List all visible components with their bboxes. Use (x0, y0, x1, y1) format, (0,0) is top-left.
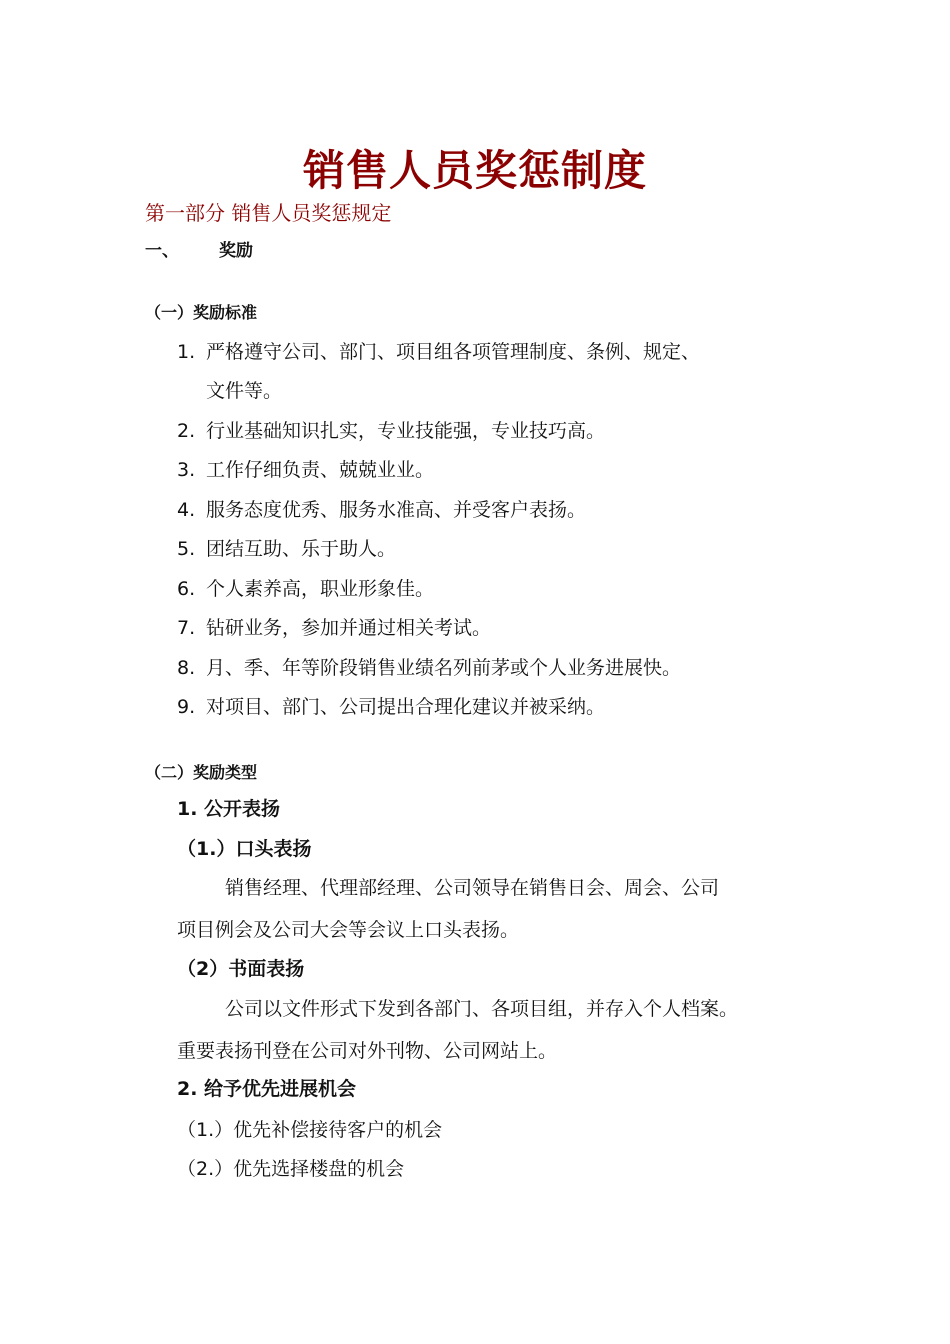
list-item: （1.）优先补偿接待客户的机会 (177, 1119, 443, 1141)
item-text: 对项目、部门、公司提出合理化建议并被采纳。 (206, 696, 606, 718)
item-number: 1. (177, 341, 196, 363)
list-item-continuation: 文件等。 (206, 380, 283, 402)
item-text: 服务态度优秀、服务水准高、并受客户表扬。 (206, 499, 587, 521)
list-item (177, 461, 434, 480)
list-item (177, 619, 491, 638)
item-number: 5. (177, 538, 196, 560)
oral-praise-heading: （1.）口头表扬 (177, 838, 312, 860)
item-text: 行业基础知识扎实，专业技能强，专业技巧高。 (206, 420, 606, 442)
item-text: 工作仔细负责、兢兢业业。 (206, 459, 435, 481)
list-item (177, 501, 586, 520)
list-item (177, 540, 396, 559)
item-number: 8. (177, 657, 196, 679)
document-title: 销售人员奖惩制度 (302, 146, 647, 195)
written-praise-paragraph-line2: 重要表扬刊登在公司对外刊物、公司网站上。 (177, 1040, 558, 1062)
item-number: 2. (177, 420, 196, 442)
oral-praise-paragraph-line2: 项目例会及公司大会等会议上口头表扬。 (177, 919, 520, 941)
list-item (177, 698, 605, 717)
list-item (177, 343, 700, 362)
list-item (177, 422, 605, 441)
subsection-heading-types: （二）奖励类型 (145, 763, 258, 782)
list-item (177, 580, 434, 599)
item-text: 个人素养高，职业形象佳。 (206, 578, 435, 600)
item-text: 团结互助、乐于助人。 (206, 538, 397, 560)
item-number: 7. (177, 617, 196, 639)
item-number: 3. (177, 459, 196, 481)
item-number: 9. (177, 696, 196, 718)
written-praise-heading: （2）书面表扬 (177, 958, 305, 980)
list-item (177, 659, 681, 678)
type-heading-public-praise: 1. 公开表扬 (177, 798, 281, 820)
part-heading: 第一部分 销售人员奖惩规定 (145, 201, 392, 225)
written-praise-paragraph-line1: 公司以文件形式下发到各部门、各项目组，并存入个人档案。 (225, 998, 739, 1020)
item-text: 钻研业务，参加并通过相关考试。 (206, 617, 492, 639)
item-text: 月、季、年等阶段销售业绩名列前茅或个人业务进展快。 (206, 657, 682, 679)
section-number: 一、 (145, 241, 179, 261)
list-item: （2.）优先选择楼盘的机会 (177, 1158, 405, 1180)
item-number: 6. (177, 578, 196, 600)
item-text: 严格遵守公司、部门、项目组各项管理制度、条例、规定、 (206, 341, 701, 363)
section-label: 奖励 (219, 241, 253, 261)
type-heading-priority-opportunity: 2. 给予优先进展机会 (177, 1078, 357, 1100)
item-number: 4. (177, 499, 196, 521)
subsection-heading-criteria: （一）奖励标准 (145, 303, 258, 322)
oral-praise-paragraph-line1: 销售经理、代理部经理、公司领导在销售日会、周会、公司 (225, 877, 720, 899)
section-heading-reward (145, 243, 253, 260)
